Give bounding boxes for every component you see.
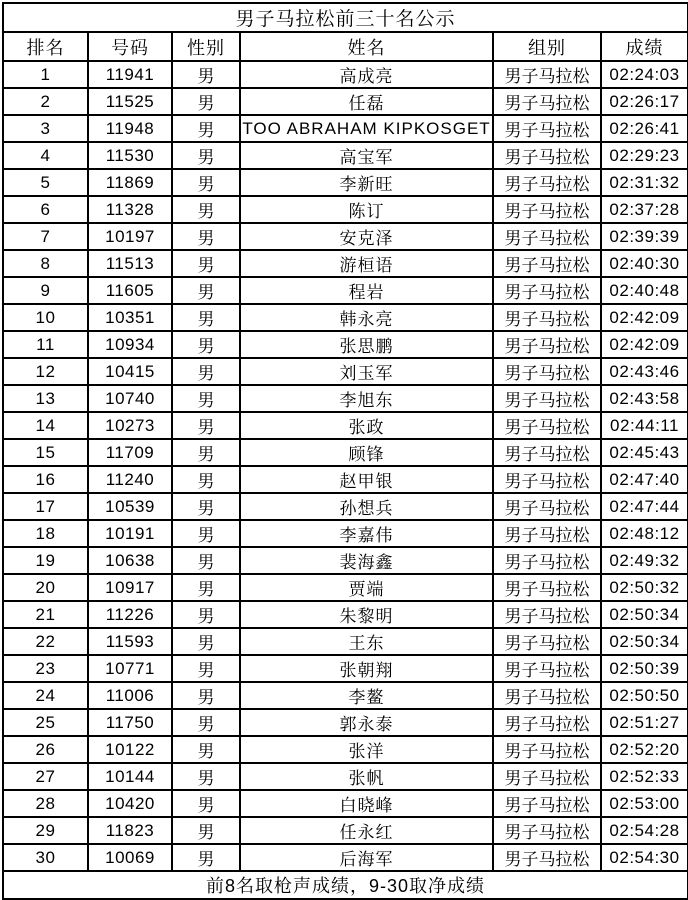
cell-result: 02:48:12 [601,520,688,547]
cell-name: 高成亮 [240,61,493,88]
cell-group: 男子马拉松 [493,88,601,115]
cell-bib: 11530 [88,142,172,169]
cell-bib: 10638 [88,547,172,574]
table-row [3,763,688,790]
table-row [3,466,688,493]
cell-bib: 11823 [88,817,172,844]
cell-rank: 24 [3,682,88,709]
cell-rank: 1 [3,61,88,88]
table-row [3,385,688,412]
cell-gender: 男 [172,142,240,169]
cell-result: 02:24:03 [601,61,688,88]
cell-result: 02:37:28 [601,196,688,223]
cell-gender: 男 [172,574,240,601]
cell-gender: 男 [172,547,240,574]
cell-group: 男子马拉松 [493,61,601,88]
cell-bib: 10740 [88,385,172,412]
table-row [3,574,688,601]
cell-result: 02:43:46 [601,358,688,385]
cell-group: 男子马拉松 [493,169,601,196]
cell-rank: 2 [3,88,88,115]
cell-rank: 7 [3,223,88,250]
cell-rank: 27 [3,763,88,790]
cell-rank: 11 [3,331,88,358]
cell-name: 张思鹏 [240,331,493,358]
cell-bib: 10917 [88,574,172,601]
table-row [3,169,688,196]
cell-name: 贾端 [240,574,493,601]
cell-rank: 13 [3,385,88,412]
cell-group: 男子马拉松 [493,628,601,655]
cell-group: 男子马拉松 [493,709,601,736]
cell-name: 李旭东 [240,385,493,412]
cell-rank: 8 [3,250,88,277]
cell-result: 02:47:44 [601,493,688,520]
cell-name: 任磊 [240,88,493,115]
cell-bib: 10415 [88,358,172,385]
cell-gender: 男 [172,277,240,304]
cell-gender: 男 [172,223,240,250]
cell-rank: 28 [3,790,88,817]
cell-gender: 男 [172,520,240,547]
cell-bib: 11941 [88,61,172,88]
cell-rank: 14 [3,412,88,439]
cell-group: 男子马拉松 [493,385,601,412]
cell-gender: 男 [172,331,240,358]
cell-result: 02:29:23 [601,142,688,169]
cell-result: 02:52:20 [601,736,688,763]
cell-rank: 5 [3,169,88,196]
cell-result: 02:54:30 [601,844,688,871]
table-row [3,628,688,655]
cell-rank: 19 [3,547,88,574]
cell-gender: 男 [172,61,240,88]
results-table [2,2,688,900]
table-body [3,61,688,871]
cell-rank: 25 [3,709,88,736]
cell-rank: 22 [3,628,88,655]
cell-bib: 11240 [88,466,172,493]
cell-result: 02:45:43 [601,439,688,466]
cell-gender: 男 [172,196,240,223]
column-header-group: 组别 [493,32,601,61]
cell-result: 02:50:32 [601,574,688,601]
cell-bib: 10934 [88,331,172,358]
cell-group: 男子马拉松 [493,520,601,547]
cell-rank: 6 [3,196,88,223]
cell-name: 顾锋 [240,439,493,466]
cell-name: 郭永泰 [240,709,493,736]
cell-rank: 3 [3,115,88,142]
cell-result: 02:26:17 [601,88,688,115]
cell-name: 李鳌 [240,682,493,709]
cell-bib: 11513 [88,250,172,277]
column-header-name: 姓名 [240,32,493,61]
cell-rank: 26 [3,736,88,763]
cell-name: 孙想兵 [240,493,493,520]
table-row [3,331,688,358]
cell-name: TOO ABRAHAM KIPKOSGET [240,115,493,142]
cell-bib: 11709 [88,439,172,466]
cell-name: 游桓语 [240,250,493,277]
cell-rank: 4 [3,142,88,169]
cell-name: 李新旺 [240,169,493,196]
table-row [3,304,688,331]
cell-bib: 11226 [88,601,172,628]
cell-group: 男子马拉松 [493,223,601,250]
table-row [3,277,688,304]
cell-bib: 10771 [88,655,172,682]
cell-result: 02:53:00 [601,790,688,817]
cell-group: 男子马拉松 [493,466,601,493]
cell-gender: 男 [172,466,240,493]
cell-rank: 10 [3,304,88,331]
cell-gender: 男 [172,439,240,466]
cell-group: 男子马拉松 [493,601,601,628]
cell-rank: 9 [3,277,88,304]
cell-bib: 10351 [88,304,172,331]
table-row [3,493,688,520]
cell-gender: 男 [172,655,240,682]
cell-name: 韩永亮 [240,304,493,331]
cell-result: 02:47:40 [601,466,688,493]
table-row [3,115,688,142]
column-header-bib: 号码 [88,32,172,61]
cell-gender: 男 [172,358,240,385]
cell-gender: 男 [172,763,240,790]
cell-rank: 20 [3,574,88,601]
column-header-rank: 排名 [3,32,88,61]
cell-result: 02:43:58 [601,385,688,412]
cell-rank: 29 [3,817,88,844]
table-row [3,844,688,871]
cell-group: 男子马拉松 [493,682,601,709]
cell-name: 张洋 [240,736,493,763]
cell-rank: 15 [3,439,88,466]
cell-result: 02:52:33 [601,763,688,790]
cell-group: 男子马拉松 [493,439,601,466]
cell-bib: 10144 [88,763,172,790]
cell-bib: 11006 [88,682,172,709]
cell-gender: 男 [172,682,240,709]
cell-result: 02:42:09 [601,331,688,358]
cell-result: 02:49:32 [601,547,688,574]
cell-bib: 10191 [88,520,172,547]
cell-rank: 16 [3,466,88,493]
cell-group: 男子马拉松 [493,358,601,385]
cell-group: 男子马拉松 [493,655,601,682]
cell-rank: 12 [3,358,88,385]
cell-result: 02:54:28 [601,817,688,844]
cell-gender: 男 [172,250,240,277]
cell-group: 男子马拉松 [493,304,601,331]
cell-name: 王东 [240,628,493,655]
cell-rank: 18 [3,520,88,547]
cell-result: 02:44:11 [601,412,688,439]
cell-rank: 23 [3,655,88,682]
cell-group: 男子马拉松 [493,817,601,844]
cell-name: 白晓峰 [240,790,493,817]
cell-name: 安克泽 [240,223,493,250]
cell-gender: 男 [172,601,240,628]
cell-bib: 10420 [88,790,172,817]
cell-group: 男子马拉松 [493,142,601,169]
cell-group: 男子马拉松 [493,196,601,223]
cell-gender: 男 [172,169,240,196]
cell-result: 02:39:39 [601,223,688,250]
cell-gender: 男 [172,385,240,412]
cell-group: 男子马拉松 [493,250,601,277]
cell-result: 02:42:09 [601,304,688,331]
cell-gender: 男 [172,115,240,142]
cell-group: 男子马拉松 [493,277,601,304]
table-row [3,520,688,547]
cell-gender: 男 [172,709,240,736]
cell-bib: 10122 [88,736,172,763]
table-row [3,736,688,763]
footer-note: 前8名取枪声成绩，9-30取净成绩 [3,871,688,899]
header-row [3,32,688,61]
cell-bib: 10539 [88,493,172,520]
cell-result: 02:50:39 [601,655,688,682]
cell-name: 后海军 [240,844,493,871]
cell-gender: 男 [172,790,240,817]
cell-result: 02:50:50 [601,682,688,709]
cell-rank: 17 [3,493,88,520]
cell-group: 男子马拉松 [493,115,601,142]
table-row [3,439,688,466]
table-row [3,223,688,250]
cell-name: 刘玉军 [240,358,493,385]
cell-name: 李嘉伟 [240,520,493,547]
cell-group: 男子马拉松 [493,763,601,790]
cell-name: 赵甲银 [240,466,493,493]
cell-group: 男子马拉松 [493,547,601,574]
table-row [3,682,688,709]
table-row [3,196,688,223]
cell-group: 男子马拉松 [493,412,601,439]
cell-gender: 男 [172,817,240,844]
cell-name: 张政 [240,412,493,439]
table-row [3,547,688,574]
table-row [3,142,688,169]
cell-gender: 男 [172,88,240,115]
table-row [3,61,688,88]
cell-name: 裴海鑫 [240,547,493,574]
cell-bib: 11593 [88,628,172,655]
cell-bib: 11605 [88,277,172,304]
cell-name: 陈订 [240,196,493,223]
cell-name: 任永红 [240,817,493,844]
cell-result: 02:40:30 [601,250,688,277]
table-row [3,655,688,682]
cell-name: 程岩 [240,277,493,304]
cell-name: 朱黎明 [240,601,493,628]
table-row [3,817,688,844]
cell-bib: 11328 [88,196,172,223]
cell-rank: 21 [3,601,88,628]
cell-gender: 男 [172,412,240,439]
cell-result: 02:31:32 [601,169,688,196]
table-row [3,358,688,385]
footer-row [3,871,688,899]
cell-gender: 男 [172,493,240,520]
cell-gender: 男 [172,844,240,871]
cell-bib: 11750 [88,709,172,736]
cell-gender: 男 [172,736,240,763]
column-header-result: 成绩 [601,32,688,61]
title-row [3,3,688,32]
cell-name: 张帆 [240,763,493,790]
cell-bib: 11869 [88,169,172,196]
table-row [3,412,688,439]
cell-bib: 11525 [88,88,172,115]
cell-result: 02:51:27 [601,709,688,736]
cell-group: 男子马拉松 [493,331,601,358]
cell-result: 02:40:48 [601,277,688,304]
table-row [3,88,688,115]
cell-gender: 男 [172,628,240,655]
cell-name: 高宝军 [240,142,493,169]
cell-group: 男子马拉松 [493,736,601,763]
cell-result: 02:26:41 [601,115,688,142]
cell-bib: 10069 [88,844,172,871]
cell-bib: 10273 [88,412,172,439]
cell-bib: 11948 [88,115,172,142]
cell-group: 男子马拉松 [493,790,601,817]
cell-gender: 男 [172,304,240,331]
cell-result: 02:50:34 [601,628,688,655]
cell-group: 男子马拉松 [493,493,601,520]
cell-name: 张朝翔 [240,655,493,682]
cell-group: 男子马拉松 [493,844,601,871]
cell-rank: 30 [3,844,88,871]
table-row [3,790,688,817]
column-header-gender: 性别 [172,32,240,61]
cell-group: 男子马拉松 [493,574,601,601]
table-row [3,250,688,277]
page-title: 男子马拉松前三十名公示 [3,3,688,32]
table-row [3,709,688,736]
cell-bib: 10197 [88,223,172,250]
table-row [3,601,688,628]
cell-result: 02:50:34 [601,601,688,628]
